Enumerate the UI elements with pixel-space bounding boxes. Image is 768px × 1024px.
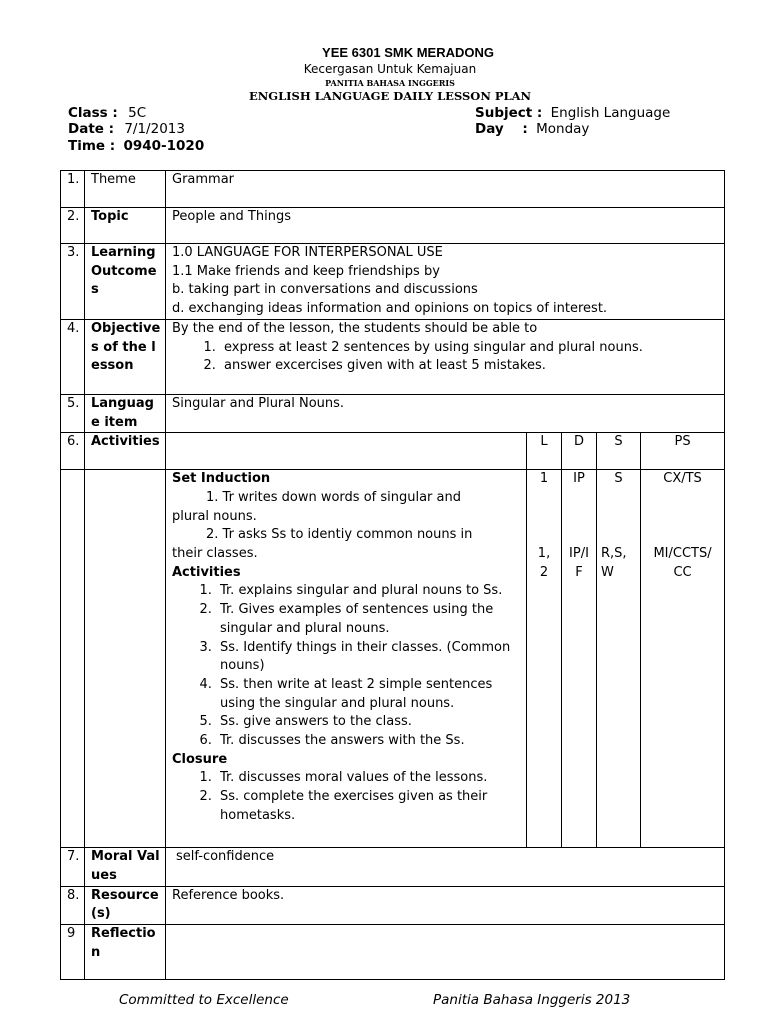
col-header-ps: PS (641, 433, 725, 470)
activities-list (172, 582, 522, 750)
closure-list (172, 769, 522, 825)
set-induction-heading: Set Induction (172, 471, 271, 487)
learning-outcomes-content (166, 244, 725, 320)
footer-left: Committed to Excellence (119, 992, 289, 1008)
row-number: 9 (61, 925, 85, 980)
ps-value: MI/CCTS/ CC (653, 545, 712, 580)
day-value: Monday (536, 121, 590, 137)
row-number: 3. (61, 244, 85, 320)
row-label: Language item (85, 394, 166, 432)
row-label: Moral Values (85, 848, 166, 886)
reflection-content (166, 925, 725, 980)
row-number: 4. (61, 319, 85, 394)
blank-cell (61, 470, 85, 848)
outcome-line: 1.1 Make friends and keep friendships by (172, 263, 440, 279)
row-number: 2. (61, 208, 85, 244)
lesson-plan-table (60, 170, 725, 980)
class-line (68, 105, 146, 121)
row-reflection (61, 925, 725, 980)
col-header-l: L (527, 433, 562, 470)
set-induction-step: 1. Tr writes down words of singular and (206, 489, 461, 505)
day-label: Day : (475, 121, 528, 137)
panel-name: PANITIA BAHASA INGGERIS (325, 78, 455, 88)
row-number: 8. (61, 886, 85, 924)
row-moral-values (61, 848, 725, 886)
s-value: S (614, 471, 623, 487)
theme-content: Grammar (166, 171, 725, 208)
outcome-line: b. taking part in conversations and discussions (172, 282, 478, 298)
subject-value: English Language (550, 105, 671, 121)
row-topic (61, 208, 725, 244)
time-line (68, 138, 204, 154)
activity-item: 5. Ss. give answers to the class. (216, 713, 522, 732)
activity-item: 1. Tr. explains singular and plural nouns to Ss. (216, 582, 522, 601)
col-header-s: S (597, 433, 641, 470)
l-value: 1, 2 (537, 545, 551, 580)
row-number: 6. (61, 433, 85, 470)
activity-item: 4. Ss. then write at least 2 simple sentences using the singular and plural nouns. (216, 676, 522, 713)
row-label: Reflection (85, 925, 166, 980)
activities-content (166, 470, 527, 848)
closure-item: 1. Tr. discusses moral values of the lessons. (216, 769, 522, 788)
s-cell (597, 470, 641, 848)
row-label: Theme (85, 171, 166, 208)
row-activities-header (61, 433, 725, 470)
ps-cell (641, 470, 725, 848)
row-objectives (61, 319, 725, 394)
row-label: Activities (85, 433, 166, 470)
footer-right: Panitia Bahasa Inggeris 2013 (433, 992, 631, 1008)
closure-heading: Closure (172, 751, 228, 767)
subject-label: Subject : (475, 105, 543, 121)
col-header-d: D (562, 433, 597, 470)
school-motto: Kecergasan Untuk Kemajuan (303, 62, 477, 76)
activities-header-blank (166, 433, 527, 470)
objectives-intro: By the end of the lesson, the students should be able to (172, 320, 538, 336)
row-theme (61, 171, 725, 208)
d-value: IP/I F (569, 545, 589, 580)
row-resources (61, 886, 725, 924)
row-language-item (61, 394, 725, 432)
date-value: 7/1/2013 (124, 121, 185, 137)
row-label: Learning Outcomes (85, 244, 166, 320)
outcome-line: 1.0 LANGUAGE FOR INTERPERSONAL USE (172, 245, 443, 260)
objectives-list (172, 339, 720, 376)
l-value: 1 (539, 471, 549, 487)
row-label: Resource(s) (85, 886, 166, 924)
activities-heading: Activities (172, 564, 241, 580)
row-number: 5. (61, 394, 85, 432)
class-label: Class : (68, 105, 118, 121)
language-item-content: Singular and Plural Nouns. (166, 394, 725, 432)
date-line (68, 121, 185, 137)
objective-item: 1. express at least 2 sentences by using singular and plural nouns. (220, 339, 720, 358)
row-number: 7. (61, 848, 85, 886)
l-cell (527, 470, 562, 848)
topic-content: People and Things (166, 208, 725, 244)
d-value: IP (573, 471, 585, 487)
row-label: Topic (85, 208, 166, 244)
s-value: R,S, W (601, 545, 627, 580)
row-number: 1. (61, 171, 85, 208)
date-label: Date : (68, 121, 115, 137)
activity-item: 2. Tr. Gives examples of sentences using the singular and plural nouns. (216, 601, 522, 638)
subject-line (475, 105, 670, 121)
class-value: 5C (128, 105, 147, 121)
objectives-content (166, 319, 725, 394)
time-label: Time : (68, 138, 116, 154)
blank-cell (85, 470, 166, 848)
row-learning-outcomes (61, 244, 725, 320)
closure-item: 2. Ss. complete the exercises given as their hometasks. (216, 788, 522, 825)
d-cell (562, 470, 597, 848)
row-label: Objectives of the lesson (85, 319, 166, 394)
day-line (475, 121, 589, 137)
objective-item: 2. answer excercises given with at least 5 mistakes. (220, 357, 720, 376)
activity-item: 3. Ss. Identify things in their classes. (Common nouns) (216, 639, 522, 676)
resources-content: Reference books. (166, 886, 725, 924)
moral-values-content: self-confidence (166, 848, 725, 886)
set-induction-step: 2. Tr asks Ss to identiy common nouns in (206, 527, 473, 543)
ps-value: CX/TS (663, 471, 702, 487)
outcome-line: d. exchanging ideas information and opinions on topics of interest. (172, 301, 608, 317)
school-name: YEE 6301 SMK MERADONG (322, 45, 494, 60)
activity-item: 6. Tr. discusses the answers with the Ss. (216, 732, 522, 751)
time-value: 0940-1020 (123, 138, 205, 154)
row-activities-body (61, 470, 725, 848)
set-induction-step-cont: their classes. (172, 546, 258, 562)
set-induction-step-cont: plural nouns. (172, 508, 257, 524)
plan-title: ENGLISH LANGUAGE DAILY LESSON PLAN (248, 89, 531, 103)
